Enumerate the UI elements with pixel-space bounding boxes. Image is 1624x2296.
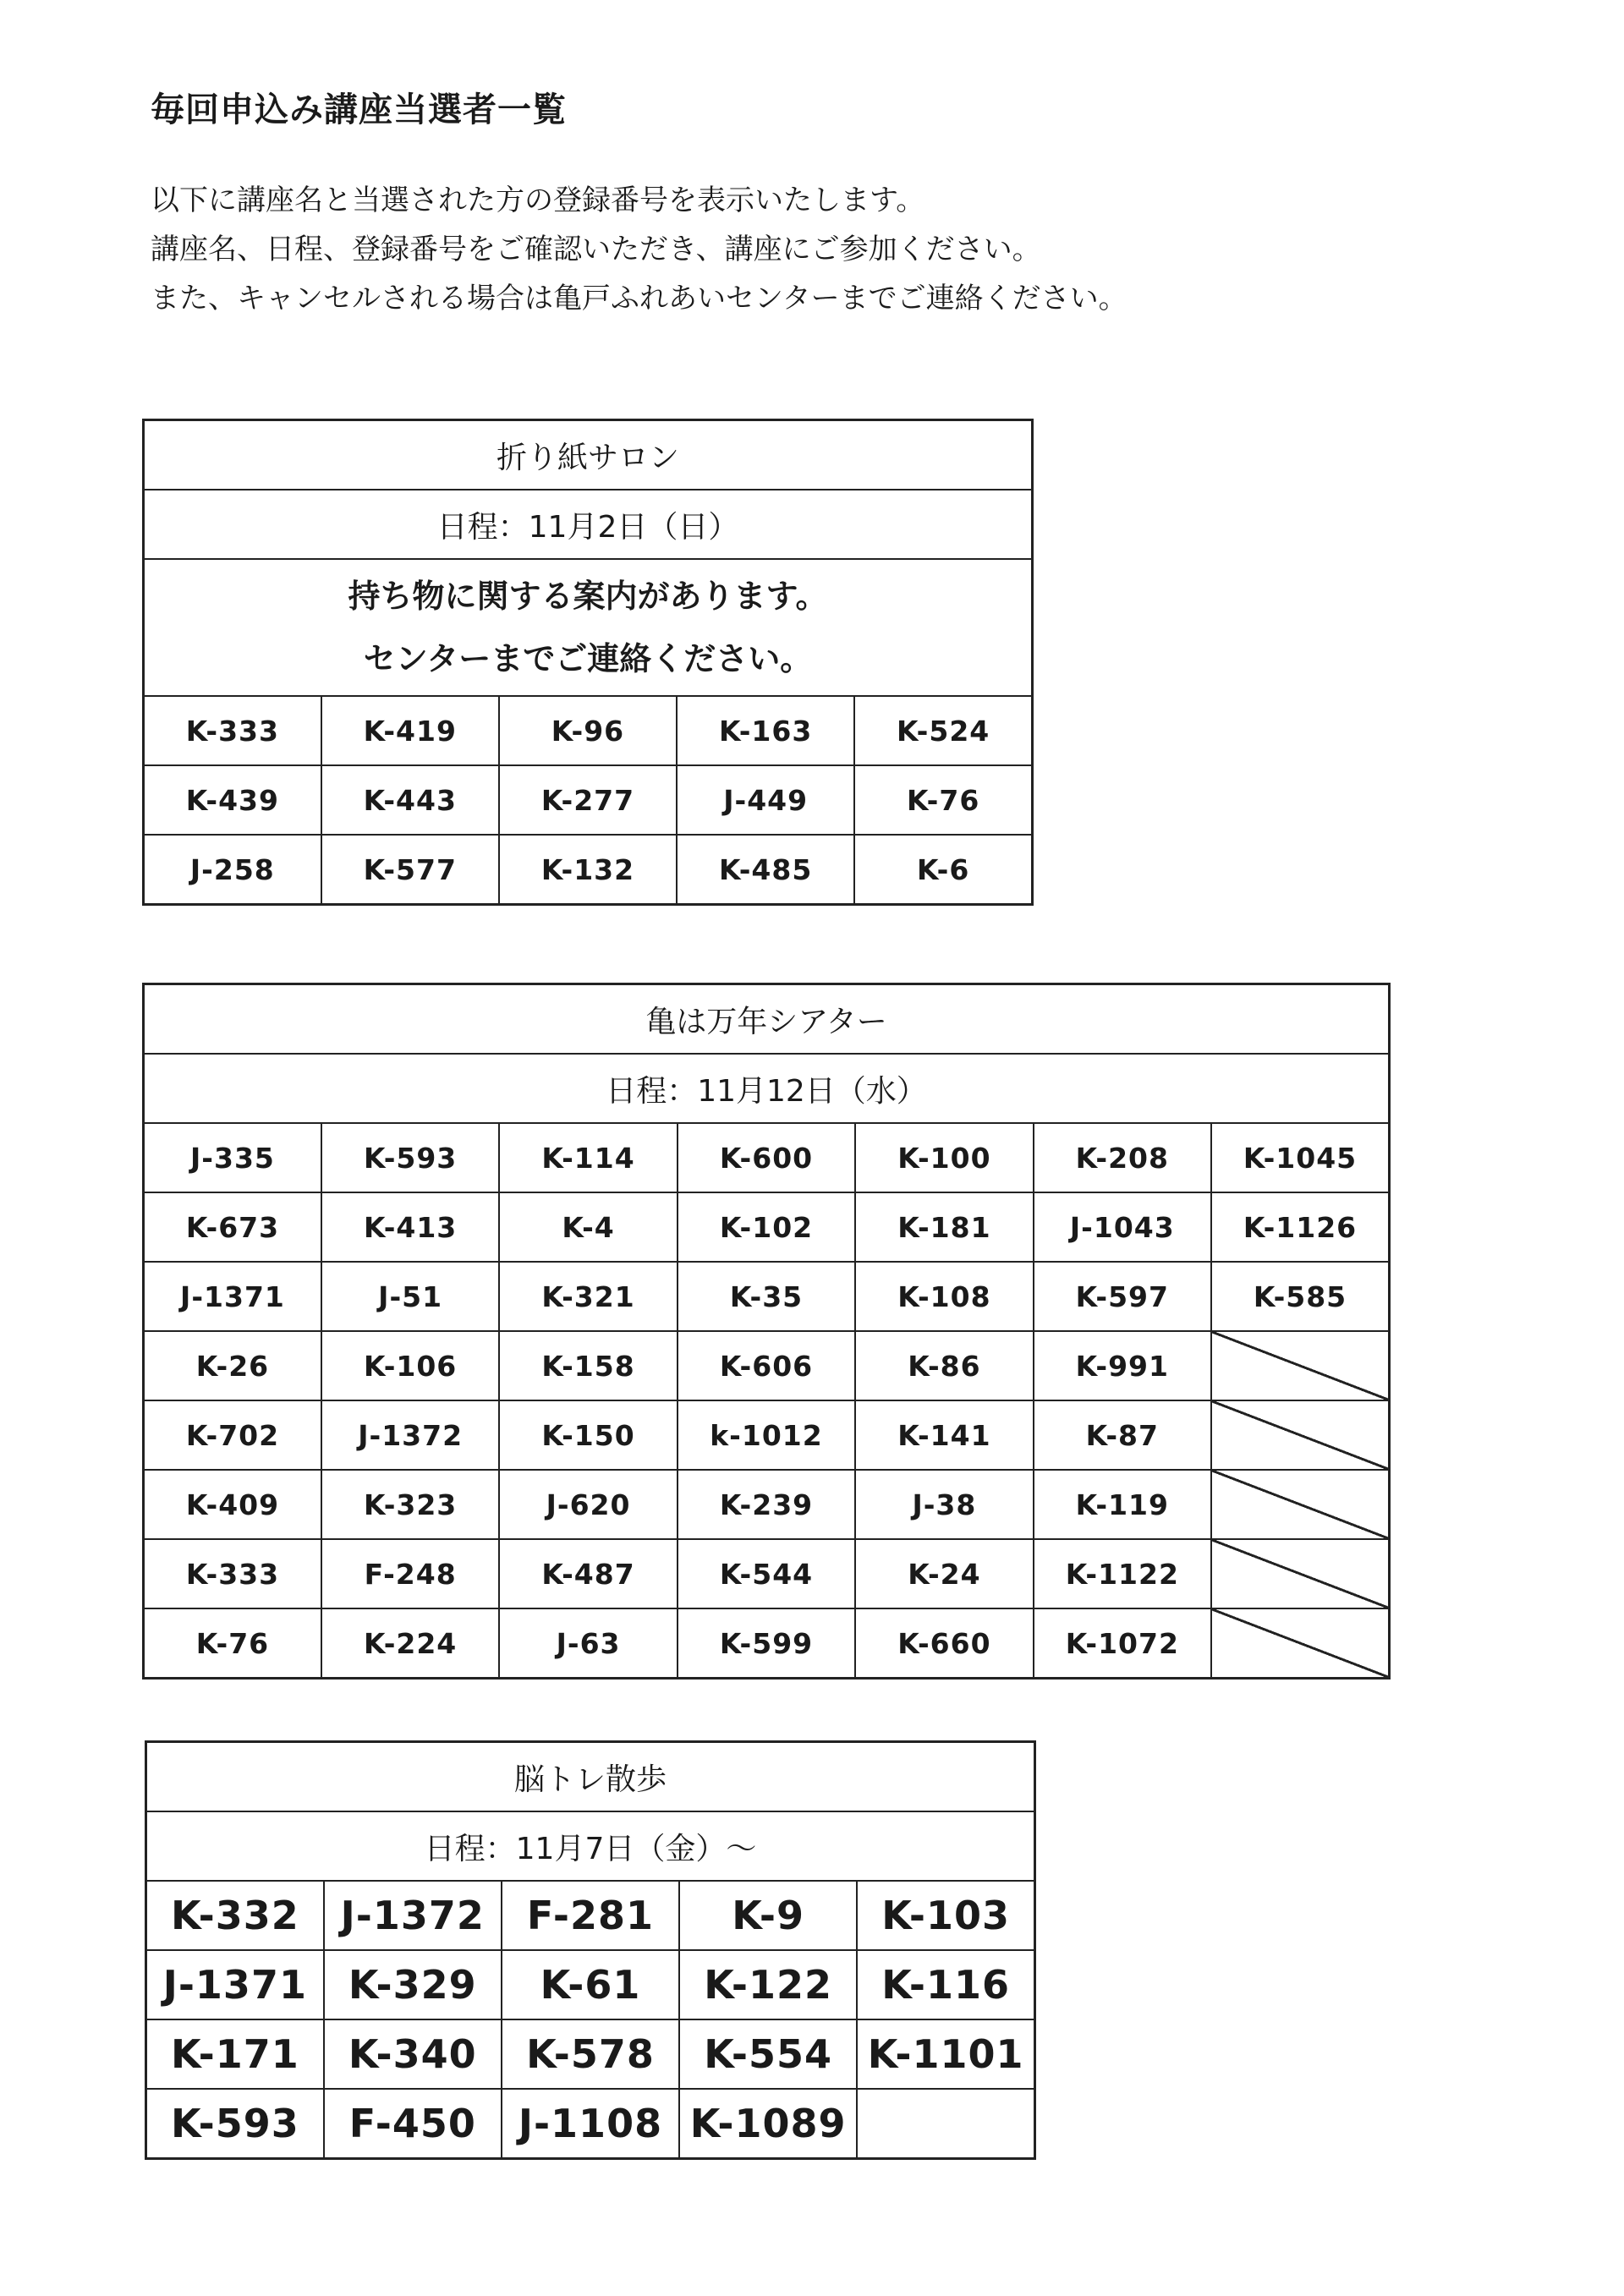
registration-number: K-485 xyxy=(677,835,854,905)
registration-number: K-103 xyxy=(857,1881,1034,1950)
registration-number: K-585 xyxy=(1211,1262,1389,1331)
table-row xyxy=(144,1192,1390,1262)
table-row xyxy=(144,1331,1390,1400)
note-line: 持ち物に関する案内があります。 xyxy=(348,578,828,615)
registration-number: K-660 xyxy=(855,1608,1033,1679)
registration-number: K-106 xyxy=(321,1331,499,1400)
registration-number: K-76 xyxy=(854,765,1032,835)
registration-number: J-258 xyxy=(144,835,321,905)
registration-number: K-332 xyxy=(146,1881,324,1950)
registration-number: k-1012 xyxy=(678,1400,855,1470)
table-row xyxy=(144,1123,1390,1192)
registration-number: K-239 xyxy=(678,1470,855,1539)
registration-number: J-335 xyxy=(144,1123,321,1192)
registration-number: K-35 xyxy=(678,1262,855,1331)
registration-number: J-1371 xyxy=(146,1950,324,2019)
origami-salon-table xyxy=(142,419,1034,906)
registration-number: K-599 xyxy=(678,1608,855,1679)
registration-number: K-606 xyxy=(678,1331,855,1400)
registration-number: K-702 xyxy=(144,1400,321,1470)
registration-number: K-141 xyxy=(855,1400,1033,1470)
registration-number: J-1043 xyxy=(1034,1192,1211,1262)
registration-number: K-1126 xyxy=(1211,1192,1389,1262)
registration-number: F-281 xyxy=(502,1881,679,1950)
registration-number: K-333 xyxy=(144,696,321,765)
registration-number: K-96 xyxy=(499,696,677,765)
registration-number: K-163 xyxy=(677,696,854,765)
registration-number: K-122 xyxy=(679,1950,857,2019)
registration-number: K-1089 xyxy=(679,2089,857,2159)
empty-slashed-cell xyxy=(1211,1400,1389,1470)
table-row xyxy=(144,1400,1390,1470)
registration-number: K-487 xyxy=(499,1539,677,1608)
registration-number: K-102 xyxy=(678,1192,855,1262)
registration-number: J-1372 xyxy=(324,1881,502,1950)
table-row xyxy=(146,1950,1035,2019)
registration-number: K-544 xyxy=(678,1539,855,1608)
registration-number: K-524 xyxy=(854,696,1032,765)
table-row xyxy=(144,1608,1390,1679)
registration-number: K-991 xyxy=(1034,1331,1211,1400)
registration-number: K-6 xyxy=(854,835,1032,905)
registration-number: K-1045 xyxy=(1211,1123,1389,1192)
note-line: センターまでご連絡ください。 xyxy=(363,640,813,677)
registration-number: K-600 xyxy=(678,1123,855,1192)
registration-number: K-329 xyxy=(324,1950,502,2019)
registration-number: J-449 xyxy=(677,765,854,835)
course-note xyxy=(144,559,1033,696)
noutore-walk-table xyxy=(145,1740,1036,2160)
page-title: 毎回申込み講座当選者一覧 xyxy=(151,90,567,129)
course-name: 亀は万年シアター xyxy=(144,984,1390,1055)
registration-number: K-26 xyxy=(144,1331,321,1400)
registration-number: K-277 xyxy=(499,765,677,835)
registration-number: K-24 xyxy=(855,1539,1033,1608)
registration-number: K-181 xyxy=(855,1192,1033,1262)
registration-number: K-419 xyxy=(321,696,499,765)
table-row xyxy=(144,696,1033,765)
empty-slashed-cell xyxy=(1211,1331,1389,1400)
registration-number: K-108 xyxy=(855,1262,1033,1331)
registration-number: J-620 xyxy=(499,1470,677,1539)
registration-number: K-87 xyxy=(1034,1400,1211,1470)
registration-number: K-413 xyxy=(321,1192,499,1262)
registration-number: K-597 xyxy=(1034,1262,1211,1331)
registration-number: K-673 xyxy=(144,1192,321,1262)
registration-number: J-63 xyxy=(499,1608,677,1679)
registration-number: K-4 xyxy=(499,1192,677,1262)
registration-number: K-340 xyxy=(324,2019,502,2089)
kame-theater-table xyxy=(142,983,1391,1680)
registration-number: K-439 xyxy=(144,765,321,835)
intro-text xyxy=(151,176,1127,323)
table-row xyxy=(144,765,1033,835)
registration-number: K-100 xyxy=(855,1123,1033,1192)
registration-number: K-150 xyxy=(499,1400,677,1470)
registration-number: K-86 xyxy=(855,1331,1033,1400)
registration-number: K-9 xyxy=(679,1881,857,1950)
registration-number: K-114 xyxy=(499,1123,677,1192)
course-name: 折り紙サロン xyxy=(144,420,1033,490)
empty-slashed-cell xyxy=(1211,1539,1389,1608)
registration-number: K-1122 xyxy=(1034,1539,1211,1608)
registration-number: K-158 xyxy=(499,1331,677,1400)
registration-number: J-38 xyxy=(855,1470,1033,1539)
registration-number xyxy=(857,2089,1034,2159)
registration-number: K-171 xyxy=(146,2019,324,2089)
course-schedule: 日程：11月12日（水） xyxy=(144,1054,1390,1123)
registration-number: K-323 xyxy=(321,1470,499,1539)
registration-number: K-132 xyxy=(499,835,677,905)
registration-number: K-76 xyxy=(144,1608,321,1679)
course-name: 脳トレ散歩 xyxy=(146,1742,1035,1812)
registration-number: K-321 xyxy=(499,1262,677,1331)
registration-number: K-409 xyxy=(144,1470,321,1539)
registration-number: K-593 xyxy=(321,1123,499,1192)
registration-number: K-1101 xyxy=(857,2019,1034,2089)
table-row xyxy=(144,1262,1390,1331)
registration-number: K-333 xyxy=(144,1539,321,1608)
table-row xyxy=(144,1539,1390,1608)
registration-number: F-248 xyxy=(321,1539,499,1608)
empty-slashed-cell xyxy=(1211,1608,1389,1679)
registration-number: F-450 xyxy=(324,2089,502,2159)
intro-line: 以下に講座名と当選された方の登録番号を表示いたします。 xyxy=(151,184,925,217)
table-row xyxy=(144,1470,1390,1539)
registration-number: K-578 xyxy=(502,2019,679,2089)
registration-number: J-51 xyxy=(321,1262,499,1331)
registration-number: K-224 xyxy=(321,1608,499,1679)
registration-number: K-119 xyxy=(1034,1470,1211,1539)
registration-number: K-208 xyxy=(1034,1123,1211,1192)
table-row xyxy=(146,2089,1035,2159)
registration-number: K-1072 xyxy=(1034,1608,1211,1679)
registration-number: K-577 xyxy=(321,835,499,905)
table-row xyxy=(144,835,1033,905)
registration-number: J-1372 xyxy=(321,1400,499,1470)
course-schedule: 日程：11月7日（金）～ xyxy=(146,1811,1035,1881)
table-row xyxy=(146,1881,1035,1950)
registration-number: K-554 xyxy=(679,2019,857,2089)
registration-number: K-61 xyxy=(502,1950,679,2019)
registration-number: J-1371 xyxy=(144,1262,321,1331)
empty-slashed-cell xyxy=(1211,1470,1389,1539)
course-schedule: 日程：11月2日（日） xyxy=(144,490,1033,559)
intro-line: 講座名、日程、登録番号をご確認いただき、講座にご参加ください。 xyxy=(151,233,1041,266)
table-row xyxy=(146,2019,1035,2089)
registration-number: K-593 xyxy=(146,2089,324,2159)
intro-line: また、キャンセルされる場合は亀戸ふれあいセンターまでご連絡ください。 xyxy=(151,282,1127,315)
registration-number: K-116 xyxy=(857,1950,1034,2019)
registration-number: K-443 xyxy=(321,765,499,835)
registration-number: J-1108 xyxy=(502,2089,679,2159)
